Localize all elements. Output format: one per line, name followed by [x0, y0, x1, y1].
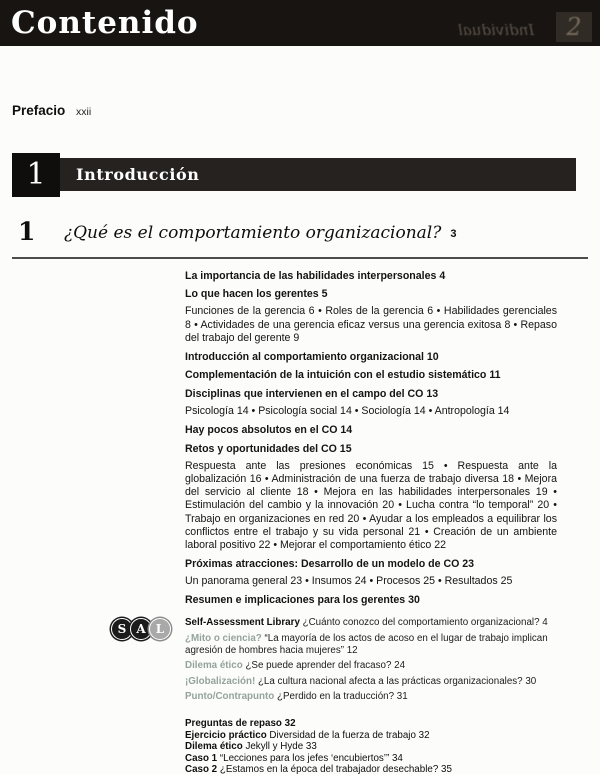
feature-text: ¿Se puede aprender del fracaso? 24 — [245, 660, 406, 671]
feature-item — [185, 633, 583, 657]
part-title: Introducción — [76, 165, 200, 184]
page-banner — [0, 0, 600, 46]
toc-heading: Resumen e implicaciones para los gerentes 30 — [185, 593, 420, 606]
sal-circle-l-icon: L — [149, 618, 171, 640]
toc-heading: Introducción al comportamiento organizacional 10 — [185, 350, 439, 363]
chapter-page-number: 3 — [450, 228, 457, 240]
endmatter-label: Caso 2 — [185, 764, 218, 774]
endmatter-label: Preguntas de repaso — [185, 718, 282, 729]
ghost-showthrough-text: Individual — [457, 21, 534, 39]
toc-body — [185, 267, 557, 610]
feature-text: “La mayoría de los actos de acoso en el lugar de trabajo implican agresión de hombres hacia mujeres” 12 — [185, 632, 548, 656]
endmatter-text: Jekyll y Hyde 33 — [245, 741, 317, 752]
endmatter-label: Dilema ético — [185, 741, 243, 752]
feature-item — [185, 617, 583, 629]
part-number: 1 — [26, 157, 46, 192]
chapter-title — [64, 223, 457, 243]
part-title-bar — [60, 158, 576, 191]
feature-text: ¿Perdido en la traducción? 31 — [276, 691, 408, 702]
ghost-showthrough-number: 2 — [566, 13, 582, 41]
feature-label: Punto/Contrapunto — [185, 691, 275, 702]
endmatter-item — [185, 764, 583, 774]
prefacio-page-number: xxii — [76, 106, 92, 118]
toc-heading: Retos y oportunidades del CO 15 — [185, 442, 352, 455]
endmatter-text: ¿Estamos en la época del trabajador desechable? 35 — [219, 764, 452, 774]
page-title: Contenido — [11, 5, 199, 41]
endmatter-item — [185, 741, 583, 752]
endmatter-label: Caso 1 — [185, 752, 218, 764]
feature-label: ¿Mito o ciencia? — [185, 632, 262, 644]
toc-heading: Complementación de la intuición con el estudio sistemático 11 — [185, 369, 501, 382]
divider-rule — [12, 257, 588, 259]
endmatter-item — [185, 753, 583, 764]
toc-subentries: Respuesta ante las presiones económicas 15 • Respuesta ante la globalización 16 • Administración de una fuerza de trabajo diversa 18 • Mejora del servicio al cliente 18 • Mejora en las habilidades interpersonales 19 • Estimulación del cambio y la innovación 20 • Lucha contra “lo temporal” 20 • Trabajo en organizaciones en red 20 • Ayudar a los empleados a equilibrar los conflictos entre el trabajo y su vida personal 21 • Creación de un ambiente laboral positivo 22 • Mejorar el comportamiento ético 22 — [185, 459, 557, 551]
feature-label: Dilema ético — [185, 660, 243, 671]
prefacio-label: Prefacio — [12, 103, 66, 118]
toc-heading: La importancia de las habilidades interpersonales 4 — [185, 269, 446, 282]
feature-label: Self-Assessment Library — [185, 617, 300, 628]
sal-circle-a-icon: A — [130, 618, 152, 640]
toc-subentries: Funciones de la gerencia 6 • Roles de la gerencia 6 • Habilidades gerenciales 8 • Actividades de una gerencia eficaz versus una gerencia exitosa 8 • Repaso del trabajo del gerente 9 — [185, 305, 557, 344]
part-number-box — [12, 153, 60, 197]
prefacio-entry — [12, 103, 91, 118]
feature-label: ¡Globalización! — [185, 675, 256, 687]
endmatter-item — [185, 718, 583, 729]
features-list — [185, 617, 583, 707]
part-header — [12, 153, 576, 197]
chapter-number: 1 — [18, 217, 36, 246]
sal-logo — [111, 618, 181, 644]
toc-subentries: Psicología 14 • Psicología social 14 • Sociología 14 • Antropología 14 — [185, 405, 510, 418]
feature-text: ¿La cultura nacional afecta a las prácticas organizacionales? 30 — [257, 675, 537, 687]
endmatter-text: Diversidad de la fuerza de trabajo 32 — [269, 729, 430, 741]
toc-subentries: Un panorama general 23 • Insumos 24 • Procesos 25 • Resultados 25 — [185, 574, 513, 587]
toc-heading: Lo que hacen los gerentes 5 — [185, 288, 328, 301]
feature-item — [185, 660, 583, 672]
chapter-heading — [16, 215, 576, 251]
endmatter-item — [185, 730, 583, 741]
endmatter-text: “Lecciones para los jefes ‘encubiertos’” 34 — [219, 752, 403, 764]
feature-item — [185, 676, 583, 688]
chapter-title-text: ¿Qué es el comportamiento organizacional? — [64, 223, 442, 243]
endmatter-text: 32 — [284, 718, 296, 729]
toc-heading: Disciplinas que intervienen en el campo del CO 13 — [185, 387, 439, 400]
endmatter-list — [185, 718, 583, 774]
toc-heading: Hay pocos absolutos en el CO 14 — [185, 423, 353, 436]
sal-circle-s-icon: S — [111, 618, 133, 640]
endmatter-label: Ejercicio práctico — [185, 729, 267, 741]
feature-text: ¿Cuánto conozco del comportamiento organizacional? 4 — [302, 617, 548, 628]
ghost-showthrough-number-box — [556, 12, 592, 42]
toc-heading: Próximas atracciones: Desarrollo de un modelo de CO 23 — [185, 557, 475, 570]
feature-item — [185, 691, 583, 703]
